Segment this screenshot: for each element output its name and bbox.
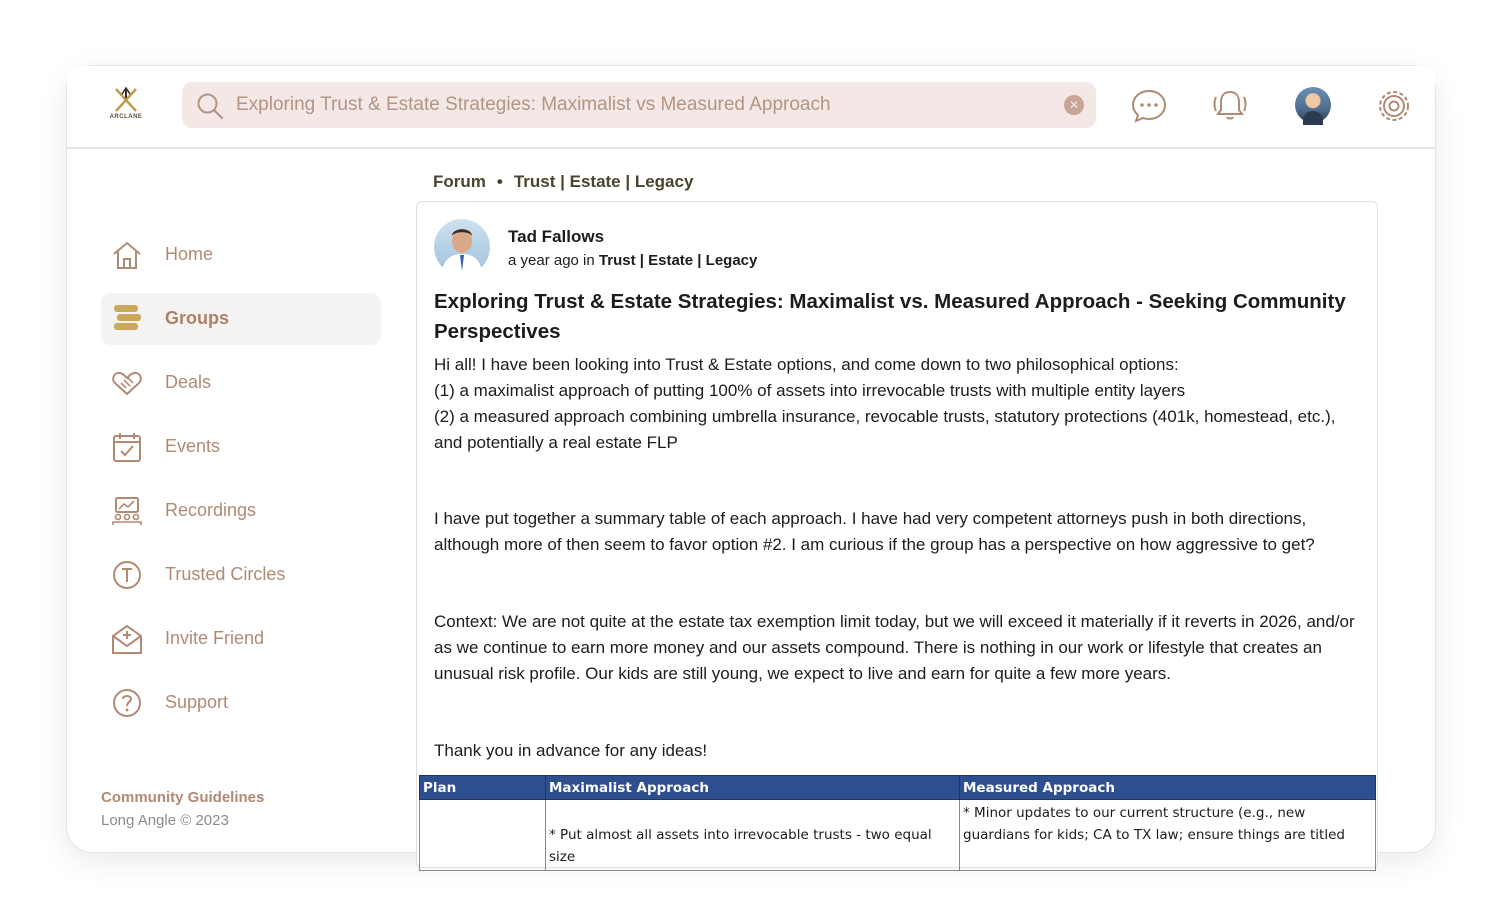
sidebar-item-label: Groups [165,308,230,328]
gear-icon[interactable] [1375,87,1413,125]
logo-mark-icon [111,86,141,114]
table-cell [420,800,546,871]
author-avatar[interactable] [434,219,490,275]
table-header: Maximalist Approach [546,776,960,800]
post-card [416,201,1378,868]
summary-table [419,775,1375,871]
author-photo [434,219,490,275]
avatar[interactable] [1295,87,1331,123]
post-paragraph: I have put together a summary table of each approach. I have had very competent attorneys push in both directions, although more of then seem to favor option #2. I am curious if the group has a perspective on how aggressive to get? [434,509,1315,554]
breadcrumb [433,172,693,192]
breadcrumb-forum[interactable]: Forum [433,172,486,191]
sidebar-item-label: Home [165,244,214,264]
search-bar[interactable] [182,82,1096,128]
sidebar [67,149,397,852]
sidebar-item-home[interactable] [101,229,381,281]
sidebar-item-label: Recordings [165,500,257,520]
handshake-icon [111,367,143,399]
post-time: a year ago in [508,252,595,269]
app-window [66,65,1436,865]
copyright: Long Angle © 2023 [101,812,229,829]
sidebar-item-deals[interactable] [101,357,381,409]
sidebar-item-label: Invite Friend [165,628,265,648]
groups-icon [111,303,143,335]
table-row [420,800,1376,871]
top-bar [67,66,1435,149]
logo-text: ARCLANE [109,114,143,120]
clear-search-icon[interactable]: ✕ [1064,95,1084,115]
author-name[interactable]: Tad Fallows [508,227,605,246]
community-guidelines-link[interactable]: Community Guidelines [101,789,265,806]
sidebar-item-invite-friend[interactable] [101,613,381,665]
post-paragraph: Hi all! I have been looking into Trust & Estate options, and come down to two philosophical options: [434,355,1179,374]
table-header: Plan [420,776,546,800]
help-icon [111,687,143,719]
calendar-icon [111,431,143,463]
post-group-link[interactable]: Trust | Estate | Legacy [598,252,758,269]
post-title: Exploring Trust & Estate Strategies: Maximalist vs. Measured Approach - Seeking Community Perspectives [434,290,1346,343]
sidebar-item-label: Support [165,692,229,712]
home-icon [111,239,143,271]
sidebar-item-groups[interactable] [101,293,381,345]
post-paragraph: (1) a maximalist approach of putting 100% of assets into irrevocable trusts with multiple entity layers [434,381,1186,400]
table-header: Measured Approach [960,776,1376,800]
sidebar-item-trusted-circles[interactable] [101,549,381,601]
sidebar-item-recordings[interactable] [101,485,381,537]
post-paragraph: (2) a measured approach combining umbrella insurance, revocable trusts, statutory protections (401k, homestead, etc.), and potentially a real estate FLP [434,407,1336,452]
search-icon [196,92,224,120]
bell-icon[interactable] [1211,87,1249,125]
sidebar-item-label: Deals [165,372,212,392]
sidebar-item-support[interactable] [101,677,381,729]
breadcrumb-group[interactable]: Trust | Estate | Legacy [513,172,694,191]
breadcrumb-separator: • [496,172,503,191]
sidebar-item-label: Events [165,436,221,456]
chat-icon[interactable] [1130,87,1168,125]
invite-icon [111,623,143,655]
sidebar-item-events[interactable] [101,421,381,473]
table-cell: * Put almost all assets into irrevocable trusts - two equal size [546,800,960,871]
sidebar-item-label: Trusted Circles [165,564,286,584]
post-paragraph: Context: We are not quite at the estate tax exemption limit today, but we will exceed it materially if it reverts in 2026, and/or as we continue to earn more money and our assets compound. There is nothing in our work or lifestyle that creates an unusual risk profile. Our kids are still young, we expect to live and earn for quite a few more years. [434,612,1355,683]
search-input[interactable] [236,82,1036,128]
recordings-icon [111,495,143,527]
table-cell: * Minor updates to our current structure (e.g., new guardians for kids; CA to TX law; ensure things are titled [960,800,1376,871]
trusted-circles-icon [111,559,143,591]
post-paragraph: Thank you in advance for any ideas! [434,741,708,760]
post-meta [508,252,757,269]
logo[interactable] [99,86,153,130]
